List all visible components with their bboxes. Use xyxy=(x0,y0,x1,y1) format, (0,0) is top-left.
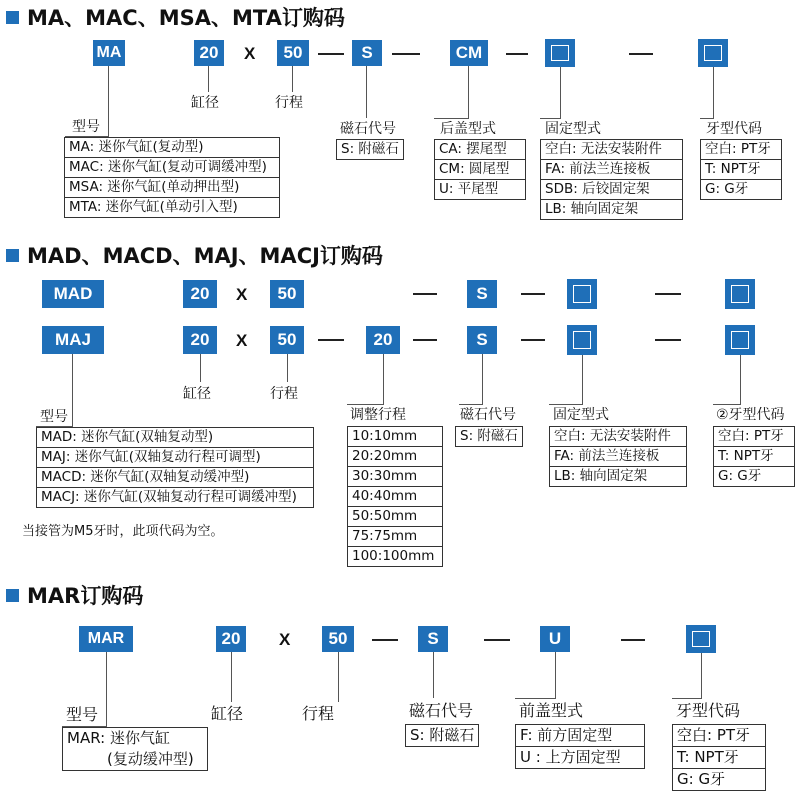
label-stroke: 行程 xyxy=(302,704,335,723)
model-table xyxy=(64,137,280,218)
connector-line xyxy=(515,698,556,699)
separator-dash xyxy=(413,293,437,295)
label-magnet: 磁石代号 xyxy=(340,121,396,137)
code-box-mount-blank xyxy=(545,39,575,67)
table-cell: G: G牙 xyxy=(701,180,782,200)
table-cell: S: 附磁石 xyxy=(456,427,523,447)
separator-dash xyxy=(655,339,681,341)
label-thread: ②牙型代码 xyxy=(716,407,785,423)
table-cell: MAJ: 迷你气缸(双轴复动行程可调型) xyxy=(37,448,314,468)
code-box-cover: CM xyxy=(450,40,488,66)
table-cell: FA: 前法兰连接板 xyxy=(550,447,687,467)
table-cell: G: G牙 xyxy=(714,467,795,487)
separator-dash xyxy=(521,293,545,295)
connector-line xyxy=(366,66,367,118)
connector-line xyxy=(459,404,483,405)
table-cell: S: 附磁石 xyxy=(337,140,404,160)
code-box-model-maj: MAJ xyxy=(42,326,104,354)
table-cell: 30:30mm xyxy=(348,467,443,487)
mount-table xyxy=(540,139,683,220)
connector-line xyxy=(434,118,469,119)
table-cell: 空白: 无法安装附件 xyxy=(550,427,687,447)
table-cell: 空白: 无法安装附件 xyxy=(541,140,683,160)
code-box-adjust: 20 xyxy=(366,326,400,354)
code-box-bore: 20 xyxy=(183,280,217,308)
label-magnet: 磁石代号 xyxy=(409,701,474,720)
table-cell: T: NPT牙 xyxy=(673,747,766,769)
connector-line xyxy=(72,354,73,426)
connector-line xyxy=(208,66,209,92)
magnet-table xyxy=(336,139,404,160)
model-table xyxy=(36,427,314,508)
code-box-stroke: 50 xyxy=(270,326,304,354)
connector-line xyxy=(672,698,702,699)
table-cell: MTA: 迷你气缸(单动引入型) xyxy=(65,198,280,218)
separator-dash xyxy=(392,53,420,55)
label-bore: 缸径 xyxy=(211,704,244,723)
connector-line xyxy=(433,652,434,698)
magnet-table xyxy=(405,724,479,747)
label-stroke: 行程 xyxy=(270,386,298,402)
code-box-magnet: S xyxy=(467,326,497,354)
label-magnet: 磁石代号 xyxy=(460,407,516,423)
table-cell: 10:10mm xyxy=(348,427,443,447)
table-cell: MACD: 迷你气缸(双轴复动缓冲型) xyxy=(37,468,314,488)
label-cover: 后盖型式 xyxy=(440,121,496,137)
connector-line xyxy=(106,652,107,726)
connector-line xyxy=(713,67,714,118)
table-cell: 空白: PT牙 xyxy=(714,427,795,447)
connector-line xyxy=(200,354,201,382)
label-cover: 前盖型式 xyxy=(519,701,584,720)
code-box-magnet: S xyxy=(418,626,448,652)
table-cell: T: NPT牙 xyxy=(701,160,782,180)
separator-dash xyxy=(372,639,398,641)
separator-dash xyxy=(506,53,528,55)
table-cell: MA: 迷你气缸(复动型) xyxy=(65,138,280,158)
connector-line xyxy=(540,118,561,119)
connector-line xyxy=(555,652,556,698)
connector-line xyxy=(468,66,469,118)
code-box-mount-blank xyxy=(567,279,597,309)
label-mount: 固定型式 xyxy=(545,121,601,137)
separator-dash xyxy=(484,639,510,641)
code-box-model: MAR xyxy=(79,626,133,652)
magnet-table xyxy=(455,426,523,447)
code-box-stroke: 50 xyxy=(322,626,354,652)
code-box-mount-blank xyxy=(567,325,597,355)
connector-line xyxy=(700,118,714,119)
connector-line xyxy=(287,354,288,382)
code-box-cover: U xyxy=(540,626,570,652)
code-box-bore: 20 xyxy=(183,326,217,354)
thread-table xyxy=(713,426,795,487)
table-cell: LB: 轴向固定架 xyxy=(541,200,683,220)
table-cell: LB: 轴向固定架 xyxy=(550,467,687,487)
label-stroke: 行程 xyxy=(275,95,303,111)
table-cell: MSA: 迷你气缸(单动押出型) xyxy=(65,178,280,198)
connector-line xyxy=(740,355,741,404)
connector-line xyxy=(713,404,741,405)
code-box-stroke: 50 xyxy=(270,280,304,308)
code-box-bore: 20 xyxy=(216,626,246,652)
cover-table xyxy=(434,139,526,200)
table-cell: FA: 前法兰连接板 xyxy=(541,160,683,180)
separator-dash xyxy=(629,53,653,55)
section-title-mad: MAD、MACD、MAJ、MACJ订购码 xyxy=(6,242,383,270)
table-cell: U: 平尾型 xyxy=(435,180,526,200)
label-model: 型号 xyxy=(40,409,68,425)
label-model: 型号 xyxy=(66,705,99,724)
separator-dash xyxy=(655,293,681,295)
connector-line xyxy=(582,355,583,404)
code-box-thread-blank xyxy=(686,625,716,653)
bullet-square-icon xyxy=(6,11,19,24)
separator-dash xyxy=(621,639,645,641)
footnote: 当接管为M5牙时，此项代码为空。 xyxy=(22,524,224,539)
separator-dash xyxy=(318,53,344,55)
label-thread: 牙型代码 xyxy=(706,121,762,137)
code-box-thread-blank xyxy=(698,39,728,67)
separator-dash xyxy=(521,339,545,341)
label-mount: 固定型式 xyxy=(553,407,609,423)
separator-dash xyxy=(318,339,344,341)
connector-line xyxy=(701,653,702,698)
code-box-thread-blank xyxy=(725,325,755,355)
code-box-magnet: S xyxy=(467,280,497,308)
connector-line xyxy=(338,652,339,702)
times-symbol: X xyxy=(236,331,248,350)
table-cell: 50:50mm xyxy=(348,507,443,527)
table-cell: MAR: 迷你气缸 xyxy=(67,729,170,747)
table-cell: 空白: PT牙 xyxy=(701,140,782,160)
label-bore: 缸径 xyxy=(183,386,211,402)
connector-line xyxy=(549,404,583,405)
table-cell: CM: 圆尾型 xyxy=(435,160,526,180)
code-box-magnet: S xyxy=(352,40,382,66)
table-cell: U : 上方固定型 xyxy=(516,747,645,769)
connector-line xyxy=(108,66,109,136)
connector-line xyxy=(383,354,384,404)
table-cell: MAD: 迷你气缸(双轴复动型) xyxy=(37,428,314,448)
model-table xyxy=(62,727,208,771)
table-cell: (复动缓冲型) xyxy=(107,750,194,768)
label-adjust: 调整行程 xyxy=(350,407,406,423)
table-cell: 20:20mm xyxy=(348,447,443,467)
bullet-square-icon xyxy=(6,249,19,262)
table-cell: 100:100mm xyxy=(348,547,443,567)
separator-dash xyxy=(413,339,437,341)
bullet-square-icon xyxy=(6,589,19,602)
label-bore: 缸径 xyxy=(191,95,219,111)
code-box-model-mad: MAD xyxy=(42,280,104,308)
times-symbol: X xyxy=(279,630,291,649)
times-symbol: X xyxy=(244,44,256,63)
thread-table xyxy=(672,724,766,791)
times-symbol: X xyxy=(236,285,248,304)
cover-table xyxy=(515,724,645,769)
table-cell: T: NPT牙 xyxy=(714,447,795,467)
code-box-bore: 20 xyxy=(194,40,224,66)
table-cell: SDB: 后铰固定架 xyxy=(541,180,683,200)
code-box-model: MA xyxy=(93,40,125,66)
label-thread: 牙型代码 xyxy=(676,701,741,720)
thread-table xyxy=(700,139,782,200)
table-cell: MACJ: 迷你气缸(双轴复动行程可调缓冲型) xyxy=(37,488,314,508)
connector-line xyxy=(347,404,384,405)
table-cell: MAC: 迷你气缸(复动可调缓冲型) xyxy=(65,158,280,178)
table-cell: 空白: PT牙 xyxy=(673,725,766,747)
table-cell: 75:75mm xyxy=(348,527,443,547)
table-cell: F: 前方固定型 xyxy=(516,725,645,747)
connector-line xyxy=(560,67,561,118)
table-cell: S: 附磁石 xyxy=(406,725,479,747)
code-box-thread-blank xyxy=(725,279,755,309)
code-box-stroke: 50 xyxy=(277,40,309,66)
table-cell: 40:40mm xyxy=(348,487,443,507)
section-title-ma: MA、MAC、MSA、MTA订购码 xyxy=(6,4,345,32)
label-model: 型号 xyxy=(72,119,100,135)
connector-line xyxy=(231,652,232,702)
connector-line xyxy=(482,354,483,404)
table-cell: G: G牙 xyxy=(673,769,766,791)
mount-table xyxy=(549,426,687,487)
connector-line xyxy=(292,66,293,92)
section-title-mar: MAR订购码 xyxy=(6,582,143,610)
table-cell: CA: 摆尾型 xyxy=(435,140,526,160)
adjust-table xyxy=(347,426,443,567)
